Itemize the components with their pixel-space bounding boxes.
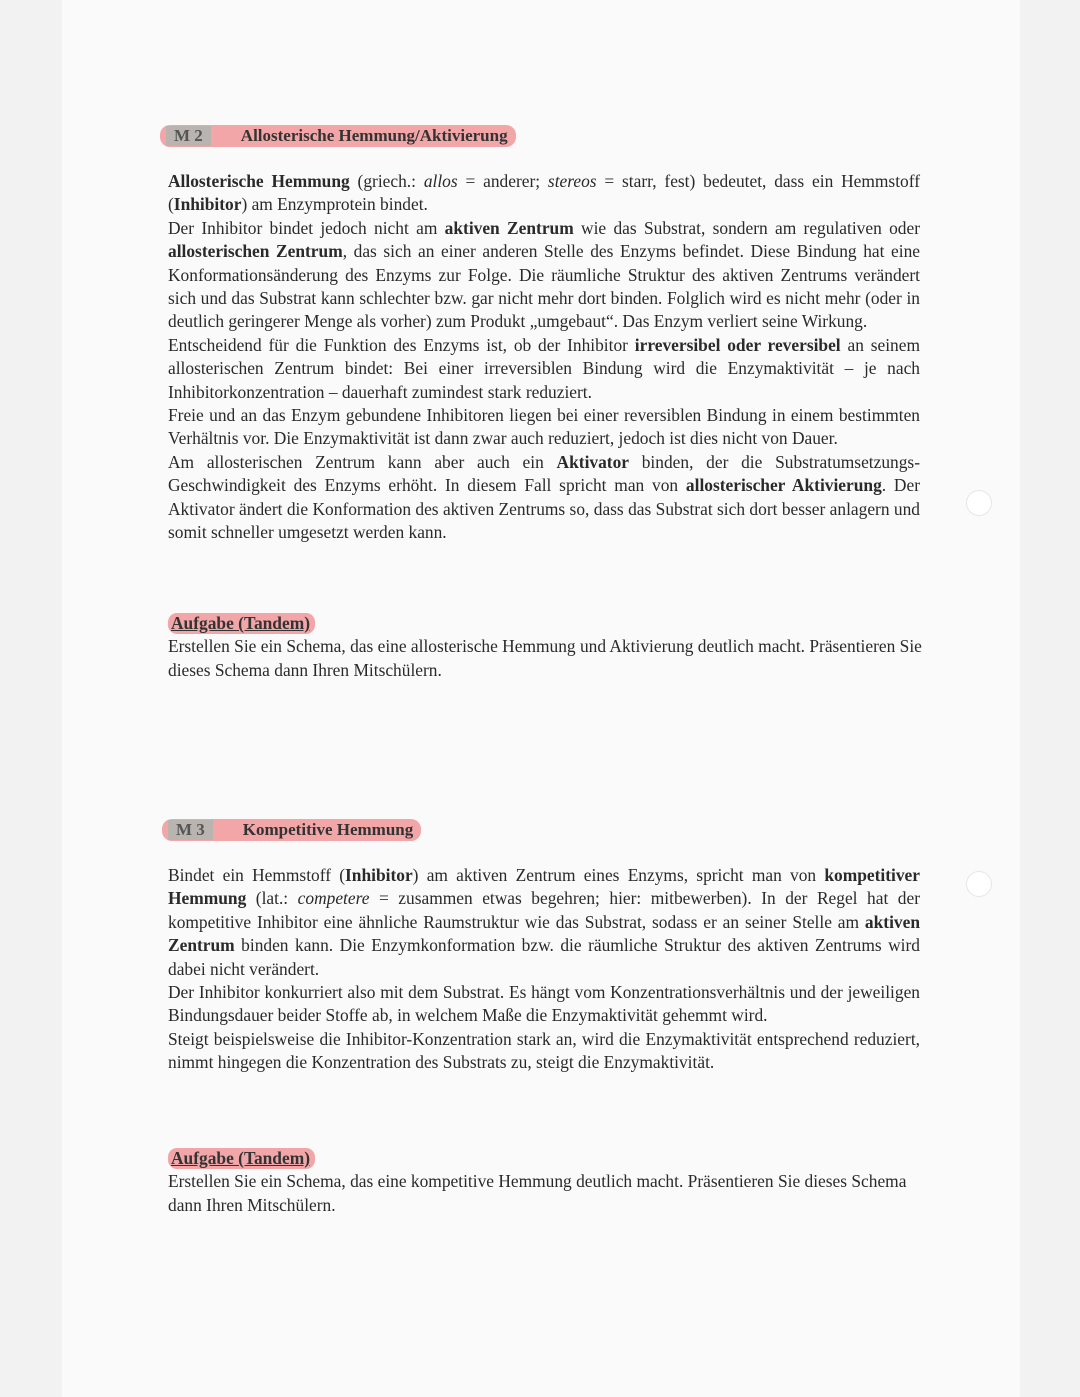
- punch-hole: [966, 490, 992, 516]
- m2-paragraph: Entscheidend für die Funktion des Enzyms ist, ob der Inhibitor irreversibel oder reversibel an seinem allosterischen Zentrum bindet: Bei einer irreversiblen Bindung wird die Enzymaktivität – je nach Inhibitorkonzentration – dauerhaft zumindest stark reduziert.: [168, 334, 920, 402]
- m3-body: [168, 864, 920, 1075]
- m3-paragraph: Der Inhibitor konkurriert also mit dem Substrat. Es hängt vom Konzentrationsverhältnis und der jeweiligen Bindungsdauer beider Stoffe ab, in welchem Maße die Enzymaktivität gehemmt wird.: [168, 982, 920, 1026]
- task-label: Aufgabe (Tandem): [168, 1148, 315, 1169]
- section-header-m3: [162, 819, 421, 841]
- m2-body: [168, 170, 920, 545]
- section-header-m2: [160, 125, 516, 147]
- m2-paragraph: Der Inhibitor bindet jedoch nicht am aktiven Zentrum wie das Substrat, sondern am regulativen oder allosterischen Zentrum, das sich an einer anderen Stelle des Enzyms befindet. Diese Bindung hat eine Konformationsänderung des Enzyms zur Folge. Die räumliche Struktur des aktiven Zentrums verändert sich und das Substrat kann schlechter bzw. gar nicht mehr dort binden. Folglich wird es nicht mehr (oder in deutlich geringerer Menge als vorher) zum Produkt „umgebaut“. Das Enzym verliert seine Wirkung.: [168, 217, 920, 332]
- task-text: Erstellen Sie ein Schema, das eine kompetitive Hemmung deutlich macht. Präsentieren Sie dieses Schema dann Ihren Mitschülern.: [168, 1171, 907, 1215]
- m2-paragraph: Am allosterischen Zentrum kann aber auch ein Aktivator binden, der die Substratumsetzungs-Geschwindigkeit des Enzyms erhöht. In diesem Fall spricht man von allosterischer Aktivierung. Der Aktivator ändert die Konformation des aktiven Zentrums so, dass das Substrat sich dort besser anlagern und somit schneller umgesetzt werden kann.: [168, 451, 920, 543]
- m3-paragraph: Bindet ein Hemmstoff (Inhibitor) am aktiven Zentrum eines Enzyms, spricht man von kompetitiver Hemmung (lat.: competere = zusammen etwas begehren; hier: mitbewerben). In der Regel hat der kompetitive Inhibitor eine ähnliche Raumstruktur wie das Substrat, sodass er an seiner Stelle am aktiven Zentrum binden kann. Die Enzymkonformation bzw. die räumliche Struktur des aktiven Zentrums wird dabei nicht verändert.: [168, 865, 920, 979]
- section-badge: M 2: [166, 126, 211, 146]
- task-label: Aufgabe (Tandem): [168, 613, 315, 634]
- section-title: Allosterische Hemmung/Aktivierung: [240, 126, 508, 145]
- punch-hole: [966, 871, 992, 897]
- task-text: Erstellen Sie ein Schema, das eine allosterische Hemmung und Aktivierung deutlich macht. Präsentieren Sie dieses Schema dann Ihren Mitschülern.: [168, 636, 922, 680]
- m2-task: [168, 612, 924, 682]
- section-badge: M 3: [168, 820, 213, 840]
- m3-task: [168, 1147, 924, 1217]
- m2-paragraph: Freie und an das Enzym gebundene Inhibitoren liegen bei einer reversiblen Bindung in einem bestimmten Verhältnis vor. Die Enzymaktivität ist dann zwar auch reduziert, jedoch ist dies nicht von Dauer.: [168, 405, 920, 449]
- m3-paragraph: Steigt beispielsweise die Inhibitor-Konzentration stark an, wird die Enzymaktivität entsprechend reduziert, nimmt hingegen die Konzentration des Substrats zu, steigt die Enzymaktivität.: [168, 1028, 920, 1073]
- section-title: Kompetitive Hemmung: [242, 820, 414, 839]
- m2-paragraph: Allosterische Hemmung (griech.: allos = anderer; stereos = starr, fest) bedeutet, dass ein Hemmstoff (Inhibitor) am Enzymprotein bindet.: [168, 171, 920, 215]
